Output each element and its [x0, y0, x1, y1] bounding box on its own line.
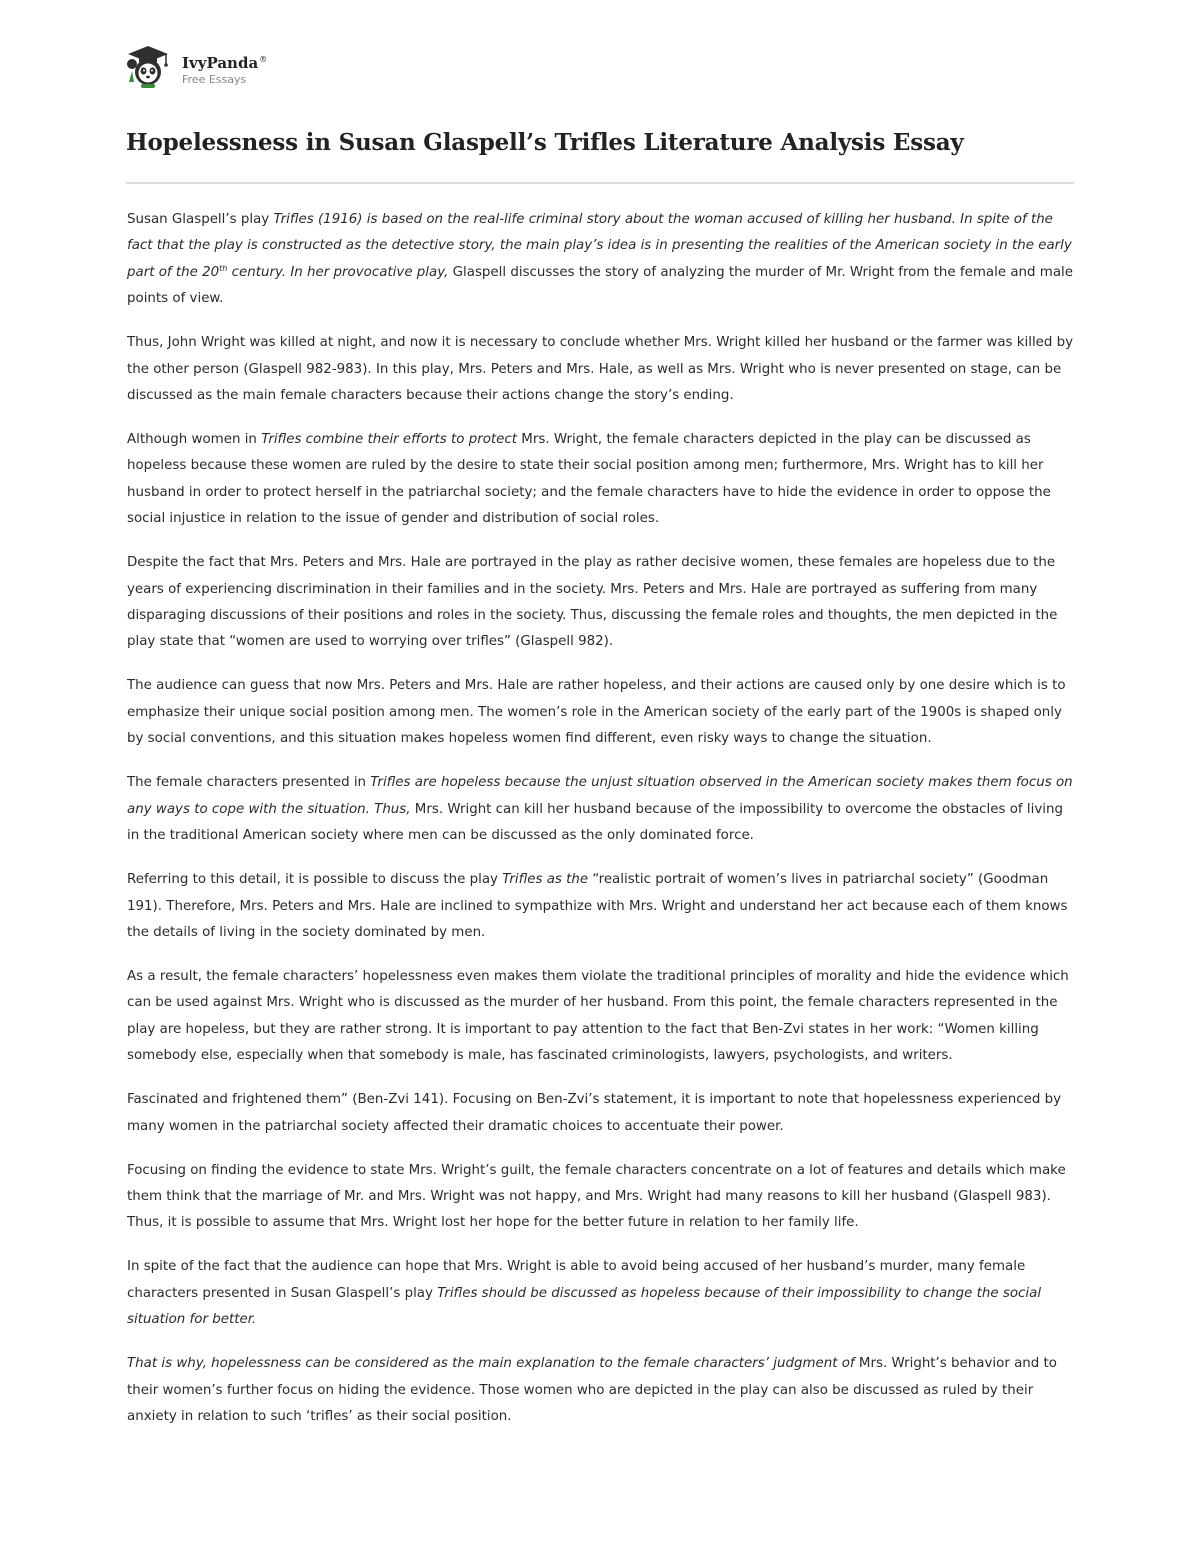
essay-paragraph	[127, 867, 1077, 946]
essay-paragraph	[127, 207, 1077, 313]
essay-paragraph	[127, 1254, 1077, 1333]
essay-title: Hopelessness in Susan Glaspell’s Trifles Literature Analysis Essay	[126, 129, 964, 156]
essay-body	[127, 207, 1077, 1448]
title-divider	[126, 182, 1074, 184]
brand-name: IvyPanda®	[182, 54, 268, 72]
logo-text	[182, 51, 267, 87]
body-text: Despite the fact that Mrs. Peters and Mrs. Hale are portrayed in the play as rather decisive women, these females are hopeless due to the years of experiencing discrimination in their families and in the society. Mrs. Peters and Mrs. Hale are portrayed as suffering from many disparaging discussions of their positions and roles in the society. Thus, discussing the female roles and thoughts, the men depicted in the play state that “women are used to worrying over trifles” (Glaspell 982).	[127, 555, 1058, 650]
body-text: Susan Glaspell’s play	[127, 212, 274, 227]
body-text: Although women in	[127, 432, 262, 448]
essay-paragraph	[127, 673, 1077, 752]
body-text: In spite of the fact that the audience can hope that Mrs. Wright is able to avoid being accused of her husband’s murder, many female characters presented in Susan Glaspell’s play	[127, 1259, 1026, 1301]
essay-paragraph	[127, 550, 1077, 656]
essay-paragraph	[127, 964, 1077, 1070]
italic-text: Trifles are hopeless because the unjust situation observed in the American society makes them focus on any ways to cope with the situation. Thus,	[127, 775, 1073, 817]
essay-paragraph	[127, 1351, 1077, 1430]
body-text: Thus, John Wright was killed at night, and now it is necessary to conclude whether Mrs. Wright killed her husband or the farmer was killed by the other person (Glaspell 982-983). In this play, Mrs. Peters and Mrs. Hale, as well as Mrs. Wright who is never presented on stage, can be discussed as the main female characters because their actions change the story’s ending.	[127, 335, 1074, 404]
essay-paragraph	[127, 330, 1077, 409]
essay-paragraph	[127, 770, 1077, 849]
italic-text: Trifles should be discussed as hopeless because of their impossibility to change the social situation for better.	[127, 1285, 1042, 1328]
italic-text: Trifles as the	[502, 872, 593, 888]
essay-paragraph	[127, 1158, 1077, 1237]
panda-graduate-icon	[124, 44, 172, 88]
body-text: Mrs. Wright can kill her husband because of the impossibility to overcome the obstacles of living in the traditional American society where men can be discussed as the only dominated force.	[127, 801, 1063, 844]
italic-text: century. In her provocative play,	[227, 264, 453, 280]
body-text: Mrs. Wright’s behavior and to their women’s further focus on hiding the evidence. Those women who are depicted in the play can also be discussed as ruled by their anxiety in relation to such ‘trifles’ as their social position.	[127, 1356, 1057, 1424]
italic-text: That is why, hopelessness can be considered as the main explanation to the female characters’ judgment of	[127, 1356, 859, 1372]
body-text: As a result, the female characters’ hopelessness even makes them violate the traditional principles of morality and hide the evidence which can be used against Mrs. Wright who is discussed as the murder of her husband. From this point, the female characters represented in the play are hopeless, but they are rather strong. It is important to pay attention to the fact that Ben-Zvi states in her work: “Women killing somebody else, especially when that somebody is male, has fascinated criminologists, lawyers, psychologists, and writers.	[127, 968, 1069, 1064]
body-text: Mrs. Wright, the female characters depicted in the play can be discussed as hopeless because these women are ruled by the desire to state their social position among men; furthermore, Mrs. Wright has to kill her husband in order to protect herself in the patriarchal society; and the female characters have to hide the evidence in order to oppose the social injustice in relation to the issue of gender and distribution of social roles.	[127, 432, 1051, 527]
body-text: “realistic portrait of women’s lives in patriarchal society” (Goodman 191). Therefore, Mrs. Peters and Mrs. Hale are inclined to sympathize with Mrs. Wright and understand her act because each of them knows the details of living in the society dominated by men.	[127, 872, 1068, 940]
body-text: The female characters presented in	[127, 775, 371, 791]
essay-paragraph	[127, 427, 1077, 533]
italic-text: Trifles (1916) is based on the real-life criminal story about the woman accused of killing her husband. In spite of the fact that the play is constructed as the detective story, the main play’s idea is in presenting the realities of the American society in the early part of the 20	[127, 212, 1072, 280]
body-text: Fascinated and frightened them” (Ben-Zvi 141). Focusing on Ben-Zvi’s statement, it is important to note that hopelessness experienced by many women in the patriarchal society affected their dramatic choices to accentuate their power.	[127, 1092, 1062, 1134]
essay-paragraph	[127, 1087, 1077, 1140]
registered-mark: ®	[259, 55, 268, 64]
body-text: Glaspell discusses the story of analyzing the murder of Mr. Wright from the female and male points of view.	[127, 264, 1073, 307]
brand-tagline: Free Essays	[182, 73, 247, 86]
italic-text: Trifles combine their efforts to protect	[261, 432, 522, 448]
body-text: Focusing on finding the evidence to state Mrs. Wright’s guilt, the female characters concentrate on a lot of features and details which make them think that the marriage of Mr. and Mrs. Wright was not happy, and Mrs. Wright had many reasons to kill her husband (Glaspell 983). Thus, it is possible to assume that Mrs. Wright lost her hope for the better future in relation to her family life.	[127, 1162, 1066, 1231]
body-text: The audience can guess that now Mrs. Peters and Mrs. Hale are rather hopeless, and their actions are caused only by one desire which is to emphasize their unique social position among men. The women’s role in the American society of the early part of the 1900s is shaped only by social conventions, and this situation makes hopeless women find different, even risky ways to change the situation.	[127, 678, 1066, 747]
italic-text: th	[219, 263, 228, 273]
body-text: Referring to this detail, it is possible to discuss the play	[127, 872, 503, 888]
